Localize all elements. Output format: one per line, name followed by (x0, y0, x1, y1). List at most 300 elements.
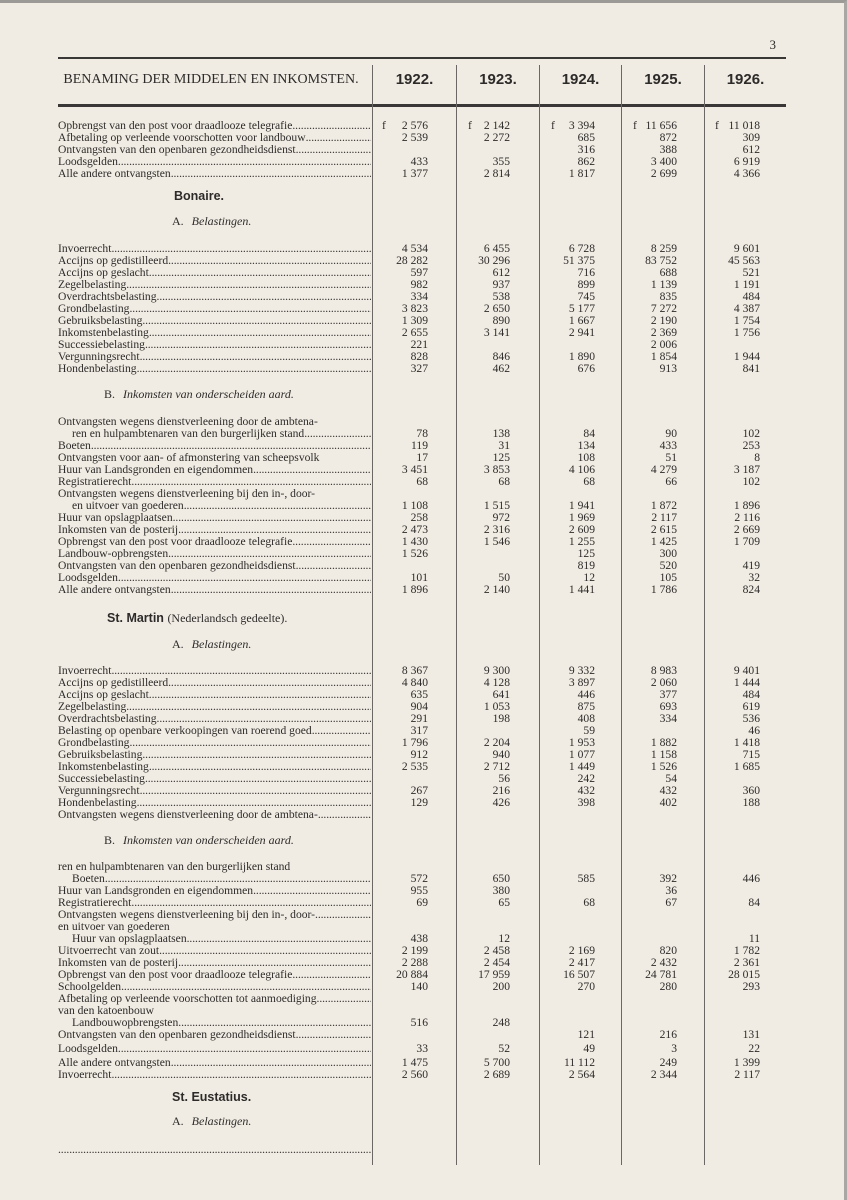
row-label: Invoerrecht . . . (58, 665, 371, 677)
value-1923: 2 204 (483, 736, 510, 749)
row-label: Vergunningsrecht . . . (58, 785, 371, 797)
value-1926: 1 399 (733, 1056, 760, 1069)
value-1925: 216 (659, 1028, 677, 1041)
value-1922: 912 (410, 748, 428, 761)
currency-mark: f (633, 119, 637, 132)
row-label: Accijns op gedistilleerd . . . (58, 255, 371, 267)
column-title: BENAMING DER MIDDELEN EN INKOMSTEN. (63, 72, 359, 87)
value-1924: 2 609 (568, 523, 595, 536)
value-1922: 2 288 (401, 956, 428, 969)
value-1923: 3 853 (483, 463, 510, 476)
value-1926: 1 754 (733, 314, 760, 327)
value-1926: 293 (742, 980, 760, 993)
row-label: Huur van opslagplaatsen . . . (58, 512, 371, 524)
row-label: Ontvangsten van den openbaren gezondheidsdienst . . . (58, 144, 371, 156)
value-1924: 11 112 (563, 1056, 595, 1069)
value-1925: 835 (659, 290, 677, 303)
value-1922: 2 473 (401, 523, 428, 536)
value-1924: 685 (577, 131, 595, 144)
value-1925: 2 006 (650, 338, 677, 351)
value-1922: 17 (416, 451, 428, 464)
value-1926: 484 (742, 688, 760, 701)
subsection-letter: B. (104, 833, 116, 847)
value-1925: 2 117 (651, 511, 677, 524)
value-1922: 635 (410, 688, 428, 701)
value-1926: 9 401 (733, 664, 760, 677)
value-1926: 102 (742, 475, 760, 488)
value-1925: 377 (659, 688, 677, 701)
value-1925: 280 (659, 980, 677, 993)
value-1923: 216 (492, 784, 510, 797)
value-1923: 355 (492, 155, 510, 168)
value-1924: 676 (577, 362, 595, 375)
table-row (58, 981, 786, 993)
value-1923: 2 272 (483, 131, 510, 144)
value-1924: 875 (577, 700, 595, 713)
value-1926: 1 782 (733, 944, 760, 957)
row-label: Huur van Landsgronden en eigendommen . . . (58, 464, 371, 476)
row-label: Opbrengst van den post voor draadlooze telegrafie . . . (58, 969, 371, 981)
value-1922: 8 367 (401, 664, 428, 677)
value-1922: 129 (410, 796, 428, 809)
value-1924: 121 (577, 1028, 595, 1041)
value-1923: 9 300 (483, 664, 510, 677)
value-1923: 890 (492, 314, 510, 327)
value-1923: 12 (498, 932, 510, 945)
row-label: Inkomsten van de posterij . . . (58, 524, 371, 536)
year-header-1924: 1924. (561, 71, 600, 88)
value-1925: 90 (665, 427, 677, 440)
row-label: Ontvangsten voor aan- of afmonstering van scheepsvolk (58, 452, 320, 464)
value-1924: 3 394 (568, 119, 595, 132)
subsection-heading-a (172, 1114, 251, 1129)
value-1923: 2 458 (483, 944, 510, 957)
row-label: Ontvangsten wegens dienstverleening door de ambtena- (58, 416, 318, 428)
value-1924: 899 (577, 278, 595, 291)
row-label: Boeten . . . (58, 873, 371, 885)
row-label: en uitvoer van goederen . . . (58, 500, 371, 512)
row-label: Opbrengst van den post voor draadlooze telegrafie . . . (58, 120, 371, 132)
value-1922: 20 884 (396, 968, 428, 981)
section-title-bonaire: Bonaire. (174, 189, 225, 203)
currency-mark: f (551, 119, 555, 132)
value-1926: 3 187 (733, 463, 760, 476)
value-1922: 317 (410, 724, 428, 737)
row-label: Huur van opslagplaatsen . . . (58, 933, 371, 945)
value-1925: 4 279 (650, 463, 677, 476)
value-1926: 360 (742, 784, 760, 797)
value-1923: 426 (492, 796, 510, 809)
value-1926: 11 (748, 932, 760, 945)
row-label: Uitvoerrecht van zout . . . (58, 945, 371, 957)
table-row (58, 363, 786, 375)
table-row (58, 476, 786, 488)
value-1925: 688 (659, 266, 677, 279)
row-label: Registratierecht . . . (58, 897, 371, 909)
row-label: Successiebelasting . . . (58, 773, 371, 785)
value-1924: 1 077 (568, 748, 595, 761)
subsection-letter: B. (104, 387, 116, 401)
value-1923: 65 (498, 896, 510, 909)
row-label: Ontvangsten wegens dienstverleening bij den in-, door- (58, 488, 316, 500)
value-1922: 78 (416, 427, 428, 440)
row-label: Invoerrecht . . . (58, 1069, 371, 1081)
value-1926: 1 756 (733, 326, 760, 339)
value-1922: 327 (410, 362, 428, 375)
row-label: Landbouw-opbrengsten . . . (58, 548, 371, 560)
value-1926: 1 944 (733, 350, 760, 363)
value-1925: 520 (659, 559, 677, 572)
value-1922: 4 534 (401, 242, 428, 255)
value-1926: 841 (742, 362, 760, 375)
value-1926: 8 (754, 451, 760, 464)
value-1926: 9 601 (733, 242, 760, 255)
table-row (58, 993, 786, 1005)
value-1923: 2 689 (483, 1068, 510, 1081)
value-1925: 1 526 (650, 760, 677, 773)
value-1926: 188 (742, 796, 760, 809)
value-1922: 28 282 (396, 254, 428, 267)
value-1926: 1 418 (733, 736, 760, 749)
row-label: ren en hulpambtenaren van den burgerlijken stand . . . (58, 428, 371, 440)
value-1926: 309 (742, 131, 760, 144)
value-1926: 22 (748, 1042, 760, 1055)
section-title-text: St. Martin (107, 611, 164, 625)
value-1923: 380 (492, 884, 510, 897)
value-1926: 1 896 (733, 499, 760, 512)
value-1922: 140 (410, 980, 428, 993)
value-1923: 125 (492, 451, 510, 464)
table-row (58, 1043, 786, 1055)
row-label: Gebruiksbelasting . . . (58, 315, 371, 327)
value-1922: 1 475 (401, 1056, 428, 1069)
value-1925: 1 786 (650, 583, 677, 596)
value-1922: 3 451 (401, 463, 428, 476)
row-label: Invoerrecht . . . (58, 243, 371, 255)
value-1925: 2 699 (650, 167, 677, 180)
value-1926: 446 (742, 872, 760, 885)
value-1926: 2 361 (733, 956, 760, 969)
value-1924: 59 (583, 724, 595, 737)
value-1923: 248 (492, 1016, 510, 1029)
year-header-1926: 1926. (726, 71, 765, 88)
value-1923: 2 814 (483, 167, 510, 180)
row-label: Successiebelasting . . . (58, 339, 371, 351)
value-1923: 2 140 (483, 583, 510, 596)
value-1924: 745 (577, 290, 595, 303)
value-1925: 1 425 (650, 535, 677, 548)
value-1923: 940 (492, 748, 510, 761)
subsection-text: Inkomsten van onderscheiden aard. (123, 833, 294, 847)
header-bottom-rule (58, 104, 786, 107)
value-1924: 6 728 (568, 242, 595, 255)
value-1925: 8 983 (650, 664, 677, 677)
table-row (58, 168, 786, 180)
value-1925: 432 (659, 784, 677, 797)
row-label: Afbetaling op verleende voorschotten tot aanmoediging . . . (58, 993, 371, 1005)
subsection-text: Inkomsten van onderscheiden aard. (123, 387, 294, 401)
value-1922: 1 309 (401, 314, 428, 327)
row-label: Alle andere ontvangsten . . . (58, 584, 371, 596)
value-1924: 2 941 (568, 326, 595, 339)
row-label: Loodsgelden . . . (58, 1043, 371, 1055)
table-row (58, 809, 786, 821)
subsection-text: Belastingen. (191, 1114, 252, 1128)
value-1922: 69 (416, 896, 428, 909)
value-1922: 101 (410, 571, 428, 584)
value-1924: 12 (583, 571, 595, 584)
value-1923: 1 053 (483, 700, 510, 713)
value-1924: 1 255 (568, 535, 595, 548)
value-1922: 516 (410, 1016, 428, 1029)
row-label: Ontvangsten van den openbaren gezondheidsdienst . . . (58, 560, 371, 572)
value-1925: 3 (671, 1042, 677, 1055)
value-1923: 650 (492, 872, 510, 885)
subsection-heading-b (104, 387, 294, 402)
value-1925: 334 (659, 712, 677, 725)
value-1924: 84 (583, 427, 595, 440)
value-1923: 2 650 (483, 302, 510, 315)
value-1926: 6 919 (733, 155, 760, 168)
value-1925: 11 656 (645, 119, 677, 132)
value-1922: 3 823 (401, 302, 428, 315)
table-row (58, 897, 786, 909)
subsection-letter: A. (172, 637, 184, 651)
value-1925: 7 272 (650, 302, 677, 315)
value-1925: 67 (665, 896, 677, 909)
value-1925: 2 190 (650, 314, 677, 327)
value-1923: 641 (492, 688, 510, 701)
value-1922: 597 (410, 266, 428, 279)
value-1923: 6 455 (483, 242, 510, 255)
row-label: Alle andere ontvangsten . . . (58, 1057, 371, 1069)
value-1926: 253 (742, 439, 760, 452)
value-1923: 1 515 (483, 499, 510, 512)
row-label: en uitvoer van goederen (58, 921, 170, 933)
value-1923: 200 (492, 980, 510, 993)
value-1925: 820 (659, 944, 677, 957)
row-label: Afbetaling op verleende voorschotten voor landbouw . . . (58, 132, 371, 144)
row-label: Grondbelasting . . . (58, 737, 371, 749)
value-1925: 1 158 (650, 748, 677, 761)
value-1922: 1 377 (401, 167, 428, 180)
value-1925: 3 400 (650, 155, 677, 168)
value-1925: 8 259 (650, 242, 677, 255)
subsection-heading-a (172, 214, 251, 229)
row-label: Registratierecht . . . (58, 476, 371, 488)
value-1924: 49 (583, 1042, 595, 1055)
value-1926: 1 709 (733, 535, 760, 548)
value-1924: 446 (577, 688, 595, 701)
value-1922: 258 (410, 511, 428, 524)
value-1926: 32 (748, 571, 760, 584)
table-row (58, 1029, 786, 1041)
value-1924: 134 (577, 439, 595, 452)
value-1924: 125 (577, 547, 595, 560)
value-1922: 2 576 (401, 119, 428, 132)
value-1925: 2 432 (650, 956, 677, 969)
value-1922: 2 199 (401, 944, 428, 957)
value-1922: 438 (410, 932, 428, 945)
subsection-text: Belastingen. (191, 214, 252, 228)
row-label: Inkomstenbelasting . . . (58, 327, 371, 339)
row-label: Landbouwopbrengsten . . . (58, 1017, 371, 1029)
value-1922: 334 (410, 290, 428, 303)
year-header-1925: 1925. (644, 71, 682, 88)
subsection-heading-b (104, 833, 294, 848)
value-1922: 4 840 (401, 676, 428, 689)
row-label: Gebruiksbelasting . . . (58, 749, 371, 761)
value-1925: 693 (659, 700, 677, 713)
value-1923: 5 700 (483, 1056, 510, 1069)
value-1924: 316 (577, 143, 595, 156)
value-1924: 432 (577, 784, 595, 797)
row-label: Overdrachtsbelasting . . . (58, 291, 371, 303)
value-1922: 2 535 (401, 760, 428, 773)
value-1923: 2 316 (483, 523, 510, 536)
row-label: Belasting op openbare verkoopingen van roerend goed . . . (58, 725, 371, 737)
row-label: Opbrengst van den post voor draadlooze telegrafie . . . (58, 536, 371, 548)
row-label: Grondbelasting . . . (58, 303, 371, 315)
value-1923: 972 (492, 511, 510, 524)
value-1925: 402 (659, 796, 677, 809)
value-1922: 572 (410, 872, 428, 885)
value-1925: 392 (659, 872, 677, 885)
value-1922: 33 (416, 1042, 428, 1055)
value-1925: 51 (665, 451, 677, 464)
value-1924: 408 (577, 712, 595, 725)
value-1925: 2 344 (650, 1068, 677, 1081)
value-1924: 270 (577, 980, 595, 993)
subsection-letter: A. (172, 214, 184, 228)
row-label: Vergunningsrecht . . . (58, 351, 371, 363)
row-label: van den katoenbouw (58, 1005, 154, 1017)
value-1922: 267 (410, 784, 428, 797)
page-number: 3 (769, 37, 776, 52)
value-1923: 937 (492, 278, 510, 291)
value-1923: 462 (492, 362, 510, 375)
value-1924: 2 417 (568, 956, 595, 969)
value-1922: 2 655 (401, 326, 428, 339)
value-1924: 51 375 (563, 254, 595, 267)
year-header-1923: 1923. (479, 71, 517, 88)
value-1922: 291 (410, 712, 428, 725)
row-label: Accijns op gedistilleerd . . . (58, 677, 371, 689)
table-row (58, 1069, 786, 1081)
value-1925: 66 (665, 475, 677, 488)
section-title-st-eustatius: St. Eustatius. (172, 1090, 252, 1104)
value-1925: 300 (659, 547, 677, 560)
value-1922: 1 430 (401, 535, 428, 548)
value-1924: 1 441 (568, 583, 595, 596)
value-1923: 2 142 (483, 119, 510, 132)
value-1926: 45 563 (728, 254, 760, 267)
row-label: Accijns op geslacht . . . (58, 689, 371, 701)
value-1926: 619 (742, 700, 760, 713)
value-1926: 4 366 (733, 167, 760, 180)
table-row (58, 1144, 786, 1156)
value-1926: 536 (742, 712, 760, 725)
row-label: Zegelbelasting . . . (58, 279, 371, 291)
value-1922: 828 (410, 350, 428, 363)
value-1926: 131 (742, 1028, 760, 1041)
value-1924: 1 449 (568, 760, 595, 773)
currency-mark: f (468, 119, 472, 132)
value-1926: 46 (748, 724, 760, 737)
value-1924: 1 817 (568, 167, 595, 180)
value-1924: 1 953 (568, 736, 595, 749)
value-1924: 9 332 (568, 664, 595, 677)
value-1924: 819 (577, 559, 595, 572)
value-1925: 1 872 (650, 499, 677, 512)
value-1922: 2 560 (401, 1068, 428, 1081)
row-label: Ontvangsten wegens dienstverleening door de ambtena- . . . (58, 809, 371, 821)
row-label: ren en hulpambtenaren van den burgerlijken stand (58, 861, 291, 873)
value-1924: 68 (583, 896, 595, 909)
section-title-note: (Nederlandsch gedeelte). (167, 611, 288, 625)
value-1925: 2 369 (650, 326, 677, 339)
value-1923: 31 (498, 439, 510, 452)
row-label: Alle andere ontvangsten . . . (58, 168, 371, 180)
value-1926: 4 387 (733, 302, 760, 315)
value-1924: 716 (577, 266, 595, 279)
value-1926: 715 (742, 748, 760, 761)
value-1924: 2 169 (568, 944, 595, 957)
value-1923: 846 (492, 350, 510, 363)
value-1922: 1 896 (401, 583, 428, 596)
value-1926: 11 018 (728, 119, 760, 132)
value-1926: 28 015 (728, 968, 760, 981)
value-1923: 2 454 (483, 956, 510, 969)
value-1925: 1 139 (650, 278, 677, 291)
value-1925: 1 854 (650, 350, 677, 363)
value-1926: 84 (748, 896, 760, 909)
row-label (58, 1144, 371, 1156)
value-1925: 1 882 (650, 736, 677, 749)
value-1925: 83 752 (645, 254, 677, 267)
value-1922: 433 (410, 155, 428, 168)
value-1922: 2 539 (401, 131, 428, 144)
value-1923: 2 712 (483, 760, 510, 773)
value-1925: 2 060 (650, 676, 677, 689)
value-1924: 242 (577, 772, 595, 785)
value-1923: 538 (492, 290, 510, 303)
row-label: Schoolgelden . . . (58, 981, 371, 993)
value-1926: 419 (742, 559, 760, 572)
row-label: Loodsgelden . . . (58, 156, 371, 168)
value-1922: 1 108 (401, 499, 428, 512)
row-label: Ontvangsten wegens dienstverleening bij den in-, door- . . . (58, 909, 371, 921)
value-1925: 54 (665, 772, 677, 785)
row-label: Zegelbelasting . . . (58, 701, 371, 713)
value-1925: 2 615 (650, 523, 677, 536)
value-1924: 1 941 (568, 499, 595, 512)
value-1922: 221 (410, 338, 428, 351)
value-1924: 4 106 (568, 463, 595, 476)
value-1924: 1 969 (568, 511, 595, 524)
value-1924: 1 667 (568, 314, 595, 327)
value-1925: 388 (659, 143, 677, 156)
row-label: Ontvangsten van den openbaren gezondheidsdienst . . . (58, 1029, 371, 1041)
value-1926: 612 (742, 143, 760, 156)
row-label: Huur van Landsgronden en eigendommen . . . (58, 885, 371, 897)
value-1923: 138 (492, 427, 510, 440)
value-1926: 102 (742, 427, 760, 440)
section-title-st-martin (107, 611, 287, 626)
value-1924: 3 897 (568, 676, 595, 689)
value-1925: 872 (659, 131, 677, 144)
value-1923: 52 (498, 1042, 510, 1055)
